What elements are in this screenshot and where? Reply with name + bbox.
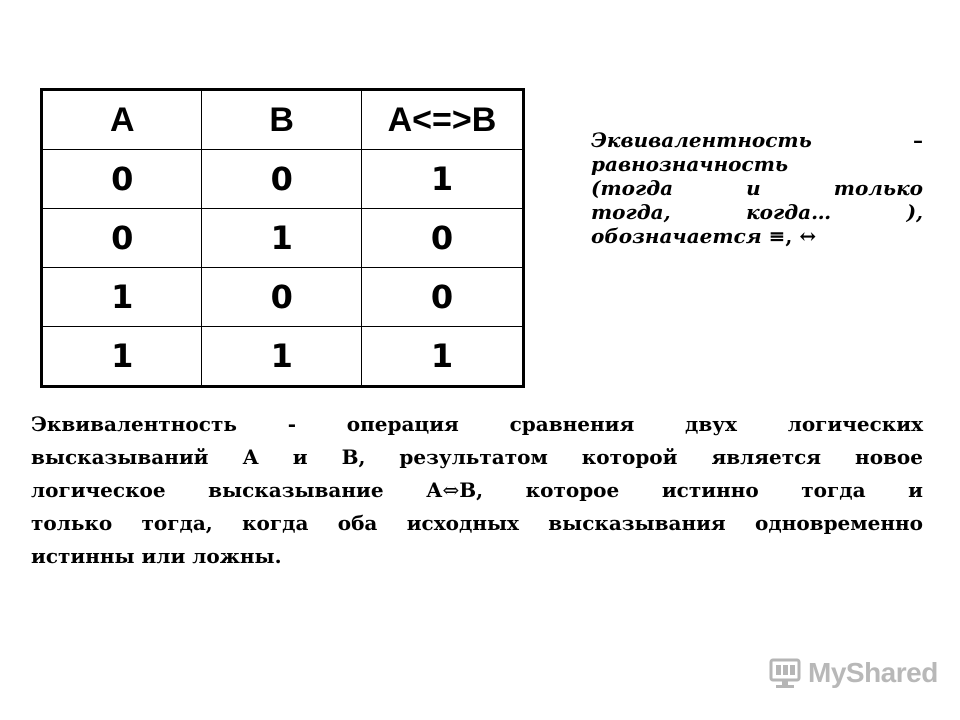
paragraph-line-1: Эквивалентность - операция сравнения двух логических [31,412,923,436]
header-a: A [42,90,202,150]
table-row [42,268,524,327]
definition-dash: – [913,128,923,152]
definition-line-5 [591,224,923,248]
table-row [42,150,524,209]
definition-line-2: равнозначность [591,152,789,176]
paragraph-line-3-start: логическое высказывание А [31,478,443,502]
definition-line-3: (тогда и только [591,176,923,200]
table-row [42,209,524,268]
table-cell: 0 [361,209,523,268]
table-header-row [42,90,524,150]
paragraph-line-3 [31,474,923,507]
table-cell: 1 [361,327,523,387]
paragraph-line-3-end: В, которое истинно тогда и [459,478,923,502]
table-cell: 0 [42,150,202,209]
definition-notation-symbols: ≡, ↔ [761,224,817,248]
mysharing-logo-icon [768,657,802,689]
main-paragraph [31,408,923,573]
definition-term: Эквивалентность [591,128,812,152]
table-cell: 0 [202,268,361,327]
definition-notation-label: обозначается [591,224,762,248]
table-cell: 1 [42,268,202,327]
table-cell: 1 [202,209,361,268]
table-cell: 0 [361,268,523,327]
watermark [768,657,938,689]
table-row [42,327,524,387]
paragraph-line-4: только тогда, когда оба исходных высказывания одновременно [31,511,923,535]
definition-text [591,128,923,248]
definition-line-1 [591,128,923,152]
table-cell: 0 [42,209,202,268]
paragraph-line-5: истинны или ложны. [31,544,282,568]
table-cell: 1 [202,327,361,387]
table-cell: 1 [42,327,202,387]
header-b: B [202,90,361,150]
paragraph-line-2: высказываний А и В, результатом которой является новое [31,445,923,469]
watermark-text: MyShared [808,657,938,688]
truth-table [40,88,525,388]
double-arrow-icon: ⇔ [442,478,460,502]
header-a-equiv-b: A<=>B [361,90,523,150]
definition-line-4: тогда, когда… ), [591,200,923,224]
table-cell: 1 [361,150,523,209]
table-cell: 0 [202,150,361,209]
